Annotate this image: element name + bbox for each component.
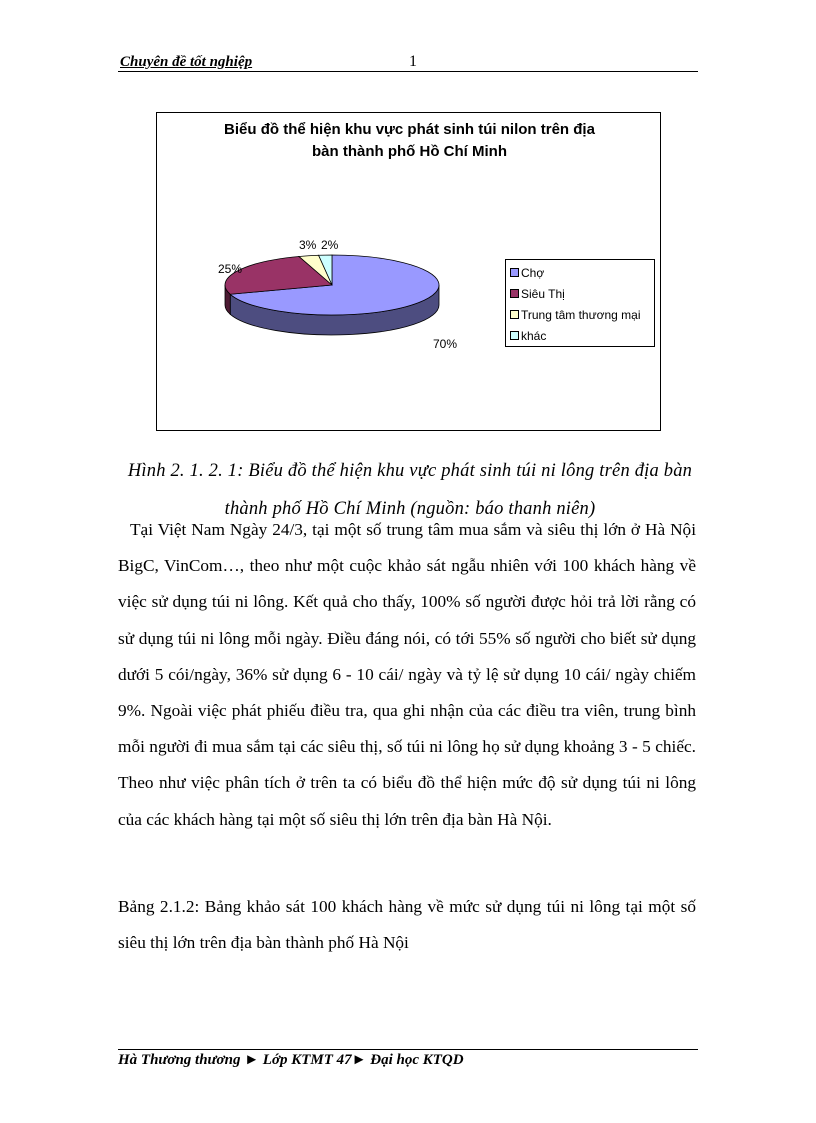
legend-swatch — [510, 331, 519, 340]
legend-item — [510, 326, 546, 346]
pie-label-1: 70% — [433, 337, 458, 351]
page-number: 1 — [409, 53, 417, 70]
body-paragraph: Tại Việt Nam Ngày 24/3, tại một số trung tâm mua sắm và siêu thị lớn ở Hà Nội BigC, VinCom…, theo như một cuộc khảo sát ngẫu nhiên với 100 khách hàng về việc sử dụng túi ni lông. Kết quả cho thấy, 100% số người được hỏi trả lời rằng có sử dụng túi ni lông mỗi ngày. Điều đáng nói, có tới 55% số người cho biết sử dụng dưới 5 cói/ngày, 36% sử dụng 6 - 10 cái/ ngày và tỷ lệ sử dụng 10 cái/ ngày chiếm 9%. Ngoài việc phát phiếu điều tra, qua ghi nhận của các điều tra viên, trung bình mỗi người đi mua sắm tại các siêu thị, số túi ni lông họ sử dụng khoảng 3 - 5 chiếc. Theo như việc phân tích ở trên ta có biểu đồ thể hiện mức độ sử dụng túi ni lông của các khách hàng tại một số siêu thị lớn trên địa bàn Hà Nội. — [118, 520, 696, 829]
legend-label: Siêu Thị — [521, 287, 565, 301]
pie-label-3: 3% — [299, 238, 317, 252]
page-header — [118, 53, 698, 72]
caption-line-1: Hình 2. 1. 2. 1: Biểu đồ thể hiện khu vực phát sinh túi ni lông trên địa bàn — [127, 461, 693, 481]
table-caption: Bảng 2.1.2: Bảng khảo sát 100 khách hàng về mức sử dụng túi ni lông tại một số siêu thị lớn trên địa bàn thành phố Hà Nội — [118, 897, 696, 953]
page-footer: Hà Thương thương ► Lớp KTMT 47► Đại học KTQD — [118, 1049, 698, 1069]
legend-label: Chợ — [521, 266, 545, 280]
legend-item — [510, 263, 544, 283]
pie-label-4: 2% — [321, 238, 339, 252]
pie-label-2: 25% — [218, 262, 243, 276]
legend-swatch — [510, 268, 519, 277]
chart-title-line-1: Biểu đồ thể hiện khu vực phát sinh túi nilon trên địa — [224, 121, 595, 138]
pie-chart — [156, 112, 661, 431]
header-title: Chuyên đề tốt nghiệp — [120, 54, 253, 70]
legend-swatch — [510, 289, 519, 298]
legend-swatch — [510, 310, 519, 319]
legend-item — [510, 305, 641, 325]
legend-item — [510, 284, 565, 304]
legend-label: khác — [521, 329, 547, 343]
legend-label: Trung tâm thương mại — [521, 308, 641, 322]
chart-legend — [505, 259, 655, 347]
chart-title-line-2: bàn thành phố Hồ Chí Minh — [312, 143, 507, 160]
caption-line-2: thành phố Hồ Chí Minh (nguồn: báo thanh niên) — [224, 499, 596, 519]
